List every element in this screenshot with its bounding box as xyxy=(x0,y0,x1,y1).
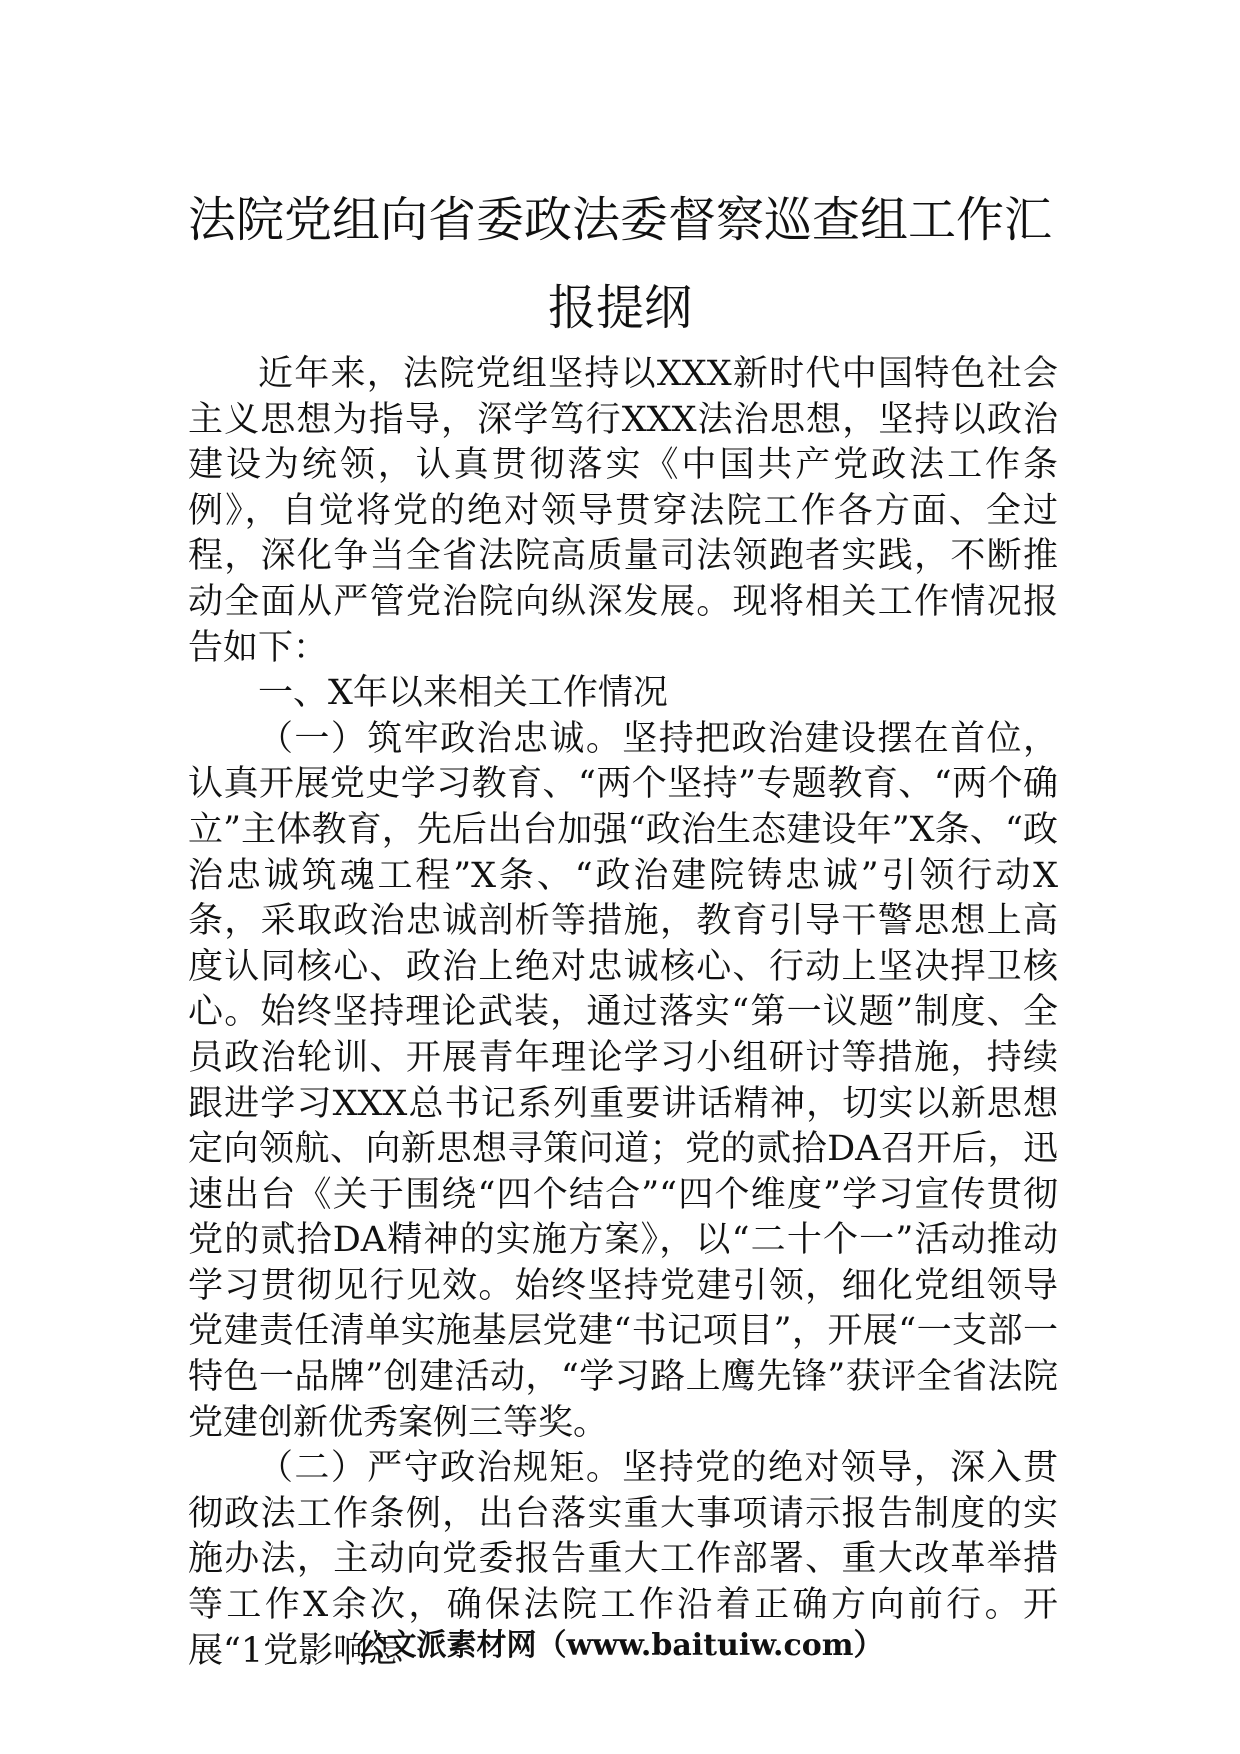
paragraph-intro: 近年来，法院党组坚持以XXX新时代中国特色社会主义思想为指导，深学笃行XXX法治思想，坚持以政治建设为统领，认真贯彻落实《中国共产党政法工作条例》，自觉将党的绝对领导贯穿法院工作各方面、全过程，深化争当全省法院高质量司法领跑者实践，不断推动全面从严管党治院向纵深发展。现将相关工作情况报告如下： xyxy=(188,354,1058,668)
paragraph-political-rules: （二）严守政治规矩。坚持党的绝对领导，深入贯彻政法工作条例，出台落实重大事项请示报告制度的实施办法，主动向党委报告重大工作部署、重大改革举措等工作X余次，确保法院工作沿着正确方向前行。开展“1党影响怎 xyxy=(188,1448,1058,1671)
document-title-line-2: 报提纲 xyxy=(547,280,692,336)
paragraph-political-loyalty: （一）筑牢政治忠诚。坚持把政治建设摆在首位，认真开展党史学习教育、“两个坚持”专题教育、“两个确立”主体教育，先后出台加强“政治生态建设年”X条、“政治忠诚筑魂工程”X条、“政治建院铸忠诚”引领行动X条，采取政治忠诚剖析等措施，教育引导干警思想上高度认同核心、政治上绝对忠诚核心、行动上坚决捍卫核心。始终坚持理论武装，通过落实“第一议题”制度、全员政治轮训、开展青年理论学习小组研讨等措施，持续跟进学习XXX总书记系列重要讲话精神，切实以新思想定向领航、向新思想寻策问道；党的贰拾DA召开后，迅速出台《关于围绕“四个结合”“四个维度”学习宣传贯彻党的贰拾DA精神的实施方案》，以“二十个一”活动推动学习贯彻见行见效。始终坚持党建引领，细化党组领导党建责任清单实施基层党建“书记项目”，开展“一支部一特色一品牌”创建活动，“学习路上鹰先锋”获评全省法院党建创新优秀案例三等奖。 xyxy=(188,718,1058,1443)
section-heading-1: 一、X年以来相关工作情况 xyxy=(258,673,668,714)
footer-watermark: 公文派素材网（www.baituiw.com） xyxy=(356,1628,884,1663)
document-title-line-1: 法院党组向省委政法委督察巡查组工作汇 xyxy=(187,192,1052,248)
document-body xyxy=(188,352,1058,1674)
